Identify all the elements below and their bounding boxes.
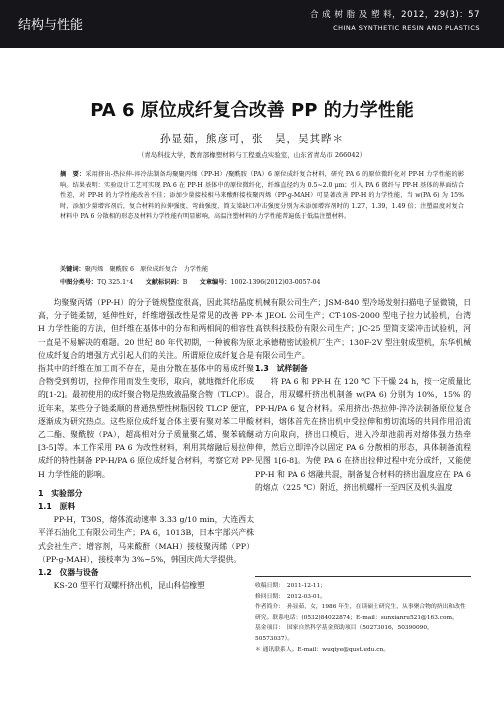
clc-code: TQ 325.1⁺4 xyxy=(97,279,134,286)
keywords-text: 聚丙烯 聚酰胺 6 原位成纤复合 力学性能 xyxy=(84,266,209,273)
fund-info: 基金项目： 国家自然科学基金资助项目（50273016，50390090，50573037）。 xyxy=(255,625,433,642)
received-date: 收稿日期： 2011-12-11； xyxy=(255,583,327,589)
doc-code-label: 文献标识码： xyxy=(145,279,183,286)
clc-label: 中图分类号： xyxy=(60,279,98,286)
header-band xyxy=(0,0,504,48)
equipment-paragraph: KS-20 型平行双螺杆挤出机，昆山科信橡塑 xyxy=(53,581,205,591)
subsection-heading: 1.2 仪器与设备 xyxy=(38,568,99,578)
preparation-paragraph: 将 PA 6 和 PP-H 在 120 ℃ 下干燥 24 h，按一定质量比混合，用双螺杆挤出机制备 w(PA 6) 分别为 10%，15% 的 PP-H/PA 6 复合材料。采用挤出-热拉伸-淬冷法制备原位复合材料，熔体首先在挤出机中受拉伸和剪切流场的共同作用沿流动方向取向，挤出口模后，进入冷却池前再对熔体强力热牵伸，然后立即淬冷以固定 PA 6 分散相的形态，具体制备流程见图 1[6-8]。为使 PA 6 在挤出拉伸过程中充分成纤，又能使 PP-H 和 PA 6 熔融共混，制备复合材料的挤出温度应在 PA 6 的熔点（225 ℃）附近，挤出机螺杆一至四区及机头温度 xyxy=(255,377,471,492)
revised-date: 修回日期： 2012-03-01。 xyxy=(255,593,327,600)
keywords xyxy=(60,264,208,273)
abstract-text: 采用挤出-热拉伸-淬冷法制备均聚聚丙烯（PP-H）/聚酰胺（PA）6 原位成纤复合材料，研究 PA 6 的原位微纤化对 PP-H 力学性能的影响。结果表明：实验设计工艺可实现 PA 6 在 PP-H 基体中的原位微纤化，纤维直径约为 0.5~2.0 μm；引入 PA 6 微纤与 PP-H 基体的界面结合性差，对 PP-H 的力学性能改善不佳；添加少量接枝相马来酸酐接枝聚丙烯（PP-g-MAH）可显著改善 PP-H 的力学性能，当 w(PA 6) 为 15% 时，添加少量增容剂后，复合材料的拉伸强度、弯曲强度、简支梁缺口冲击强度分别为未添加增容剂时的 1.27，1.39，1.49 倍；注塑温度对复合材料中 PA 6 分散相的形态及材料力学性能有明显影响，高温注塑材料的力学性能普遍低于低温注塑材料。 xyxy=(60,171,465,221)
intro-paragraph: 均聚聚丙烯（PP-H）的分子链规整度很高，因此其结晶度高，分子链柔韧，延伸性好，纤维增强改性是常见的改善 PP-H 力学性能的方法，但纤维在基体中的分布和两相间的相容性一直是不易解决的难题。20 世纪 80 年代初期，一种被称为原位成纤复合的增强方式引起人们的关注。所谓原位成纤复合是指其中的纤维在加工而不存在，是由分散在基体中的易成纤聚合物受到剪切，拉伸作用而发生变形，取向，就地微纤化形成的[1-2]。最初使用的成纤聚合物是热致液晶聚合物（TLCP）。近年来，某些分子链柔顺的普通热塑性树脂因较 TLCP 便宜，逐渐成为研究热点。这些原位成纤复合体主要有聚对苯二甲酸乙二酯、聚酰胺（PA），超高相对分子质量聚乙烯、聚苯硫醚[3-5]等。本工作采用 PA 6 为改性材料，利用其熔融后易拉伸成纤的特性制备 PP-H/PA 6 原位成纤复合材料，考察它对 PP-H 力学性能的影响。 xyxy=(38,298,254,479)
footnote-box xyxy=(255,576,471,655)
authors: 孙显茹，熊彦可，张 昊，吴其晔＊ xyxy=(160,133,344,145)
doc-code: B xyxy=(182,279,188,286)
subsection-heading: 1.1 原料 xyxy=(38,502,76,512)
materials-paragraph: PP-H，T30S，熔体流动速率 3.33 g/10 min，大连西太平洋石油化工有限公司生产；PA 6，1013B，日本宇部兴产株式会社生产；增容剂，马来酸酐（MAH）接枝聚丙烯（PP）（PP-g-MAH），接枝率为 3%~5%，韩国庆尚大学提供。 xyxy=(38,515,254,564)
section-label: 结构与性能 xyxy=(18,18,84,33)
journal-name-en: CHINA SYNTHETIC RESIN AND PLASTICS xyxy=(333,24,480,32)
paper-title: PA 6 原位成纤复合改善 PP 的力学性能 xyxy=(90,100,414,121)
right-column xyxy=(255,296,471,494)
subsection-heading: 1.3 试样制备 xyxy=(255,364,308,374)
journal-info xyxy=(310,8,480,32)
left-column xyxy=(38,296,254,592)
article-number-label: 文章编号： xyxy=(199,279,231,286)
author-bio: 作者简介： 孙显茹，女，1986 年生，在读硕士研究生，从事聚合物的挤出和改性研究。联系电话：(0532)84022874；E-mail：sunxianru521@163.com。 xyxy=(255,604,466,621)
abstract xyxy=(60,170,464,223)
affiliation: （青岛科技大学，教育部橡塑材料与工程重点实验室，山东省青岛市 266042） xyxy=(137,151,367,159)
abstract-label: 摘 要： xyxy=(60,171,86,178)
classification xyxy=(60,277,464,286)
corresponding-author: ＊ 通讯联系人。E-mail：wuqiye@qust.edu.cn。 xyxy=(255,646,390,653)
keywords-label: 关键词： xyxy=(60,266,85,273)
journal-citation: 合 成 树 脂 及 塑 料，2012，29(3)：57 xyxy=(309,10,480,20)
equipment-continued: 机械有限公司生产；JSM-840 型冷场发射扫描电子显微镜，日本 JEOL 公司生产；CT-10S-2000 型电子拉力试验机，台湾高铁科技股份有限公司生产；JC-25 型简支梁冲击试验机，河北承德精密试验机厂生产；130F-2V 型注射成型机，东华机械有限公司生产。 xyxy=(255,298,471,360)
section-heading: 1 实验部分 xyxy=(38,488,83,498)
article-number: 1002-1396(2012)03-0057-04 xyxy=(230,279,321,286)
